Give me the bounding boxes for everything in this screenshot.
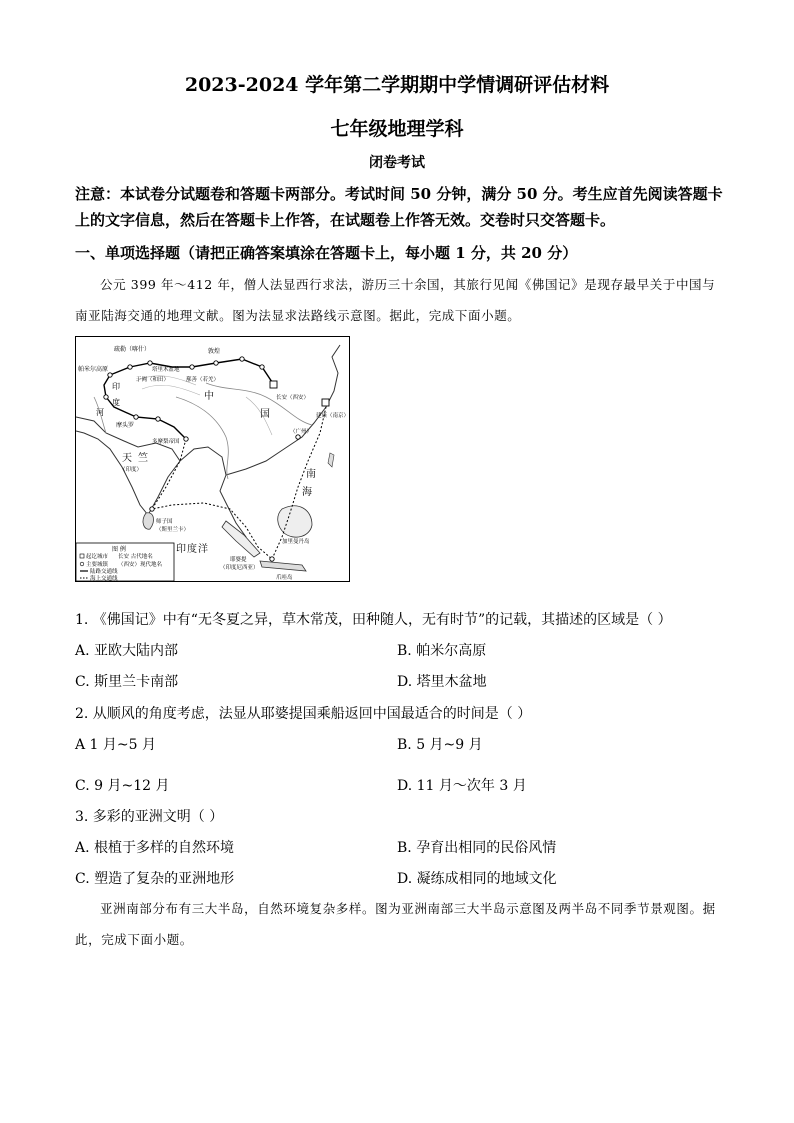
- question-2-option-a: A 1 月~5 月: [75, 737, 157, 753]
- city-marker: [184, 437, 188, 441]
- city-marker: [134, 415, 138, 419]
- question-1-option-d: D. 塔里木盆地: [397, 674, 487, 690]
- city-marker: [214, 361, 218, 365]
- intro-paragraph-1: 公元 399 年～412 年，僧人法显西行求法，游历三十余国，其旅行见闻《佛国记》是现存最早关于中国与南亚陆海交通的地理文献。图为法显求法路线示意图。据此，完成下面小题。: [75, 277, 716, 323]
- start-city-marker: [270, 381, 277, 388]
- map-label-yepoti-modern: （印度尼西亚）: [220, 565, 259, 571]
- map-label-guo: 国: [260, 409, 270, 420]
- question-3-option-c: C. 塑造了复杂的亚洲地形: [75, 871, 235, 887]
- legend-title: 图 例: [112, 546, 126, 553]
- map-label-indian-ocean: 印度洋: [176, 544, 209, 555]
- legend-land: 陆路交通线: [90, 569, 118, 575]
- question-2-option-b: B. 5 月~9 月: [397, 737, 483, 753]
- question-3-option-d: D. 凝练成相同的地域文化: [397, 871, 557, 887]
- legend-start: 起讫城市: [86, 554, 109, 560]
- intro-paragraph-2: 亚洲南部分布有三大半岛，自然环境复杂多样。图为亚洲南部三大半岛示意图及两半岛不同季节景观图。据此，完成下面小题。: [75, 901, 716, 947]
- city-marker: [104, 395, 108, 399]
- map-label-yin: 印: [112, 382, 120, 391]
- city-marker: [108, 373, 112, 377]
- map-label-he: 河: [96, 408, 104, 417]
- city-marker: [150, 507, 154, 511]
- end-city-marker: [322, 399, 329, 406]
- map-label-shizi: 师子国: [156, 519, 173, 525]
- faxian-route-map: [75, 336, 350, 582]
- question-2-stem: 2. 从顺风的角度考虑，法显从耶婆提国乘船返回中国最适合的时间是（ ）: [75, 706, 532, 722]
- sri-lanka-outline: [143, 513, 153, 530]
- legend-sea: 海上交通线: [90, 576, 118, 581]
- map-label-zhu: 竺: [138, 453, 148, 464]
- map-label-tian: 天: [122, 453, 132, 464]
- map-label-yepoti: 耶婆提: [230, 557, 247, 563]
- map-label-tamralipti: 多摩梨帝国: [152, 439, 180, 445]
- question-1-stem: 1. 《佛国记》中有“无冬夏之异，草木常茂，田种随人，无有时节”的记载，其描述的区域是（ ）: [75, 612, 672, 628]
- map-label-java: 爪哇岛: [276, 575, 293, 581]
- legend-ancient: 长安 古代地名: [118, 554, 153, 560]
- legend-modern: （西安）现代地名: [118, 562, 163, 568]
- map-label-pamir: 帕米尔高原: [78, 366, 109, 373]
- question-1-option-c: C. 斯里兰卡南部: [75, 674, 179, 690]
- map-label-du: 度: [112, 398, 120, 407]
- map-label-jiankang: 建康（南京）: [316, 413, 349, 419]
- exam-type: 闭卷考试: [369, 155, 425, 171]
- map-label-zhong: 中: [204, 391, 214, 402]
- map-label-shizi-modern: （斯里兰卡）: [156, 527, 190, 533]
- map-label-hai: 海: [302, 487, 312, 498]
- map-legend: [76, 543, 174, 581]
- map-label-changan: 长安（西安）: [276, 395, 310, 401]
- map-label-shule: 疏勒（喀什）: [114, 346, 151, 353]
- map-label-guangzhou: （广州）: [290, 429, 313, 435]
- map-label-mathura: 摩头罗: [116, 422, 135, 429]
- question-3-option-a: A. 根植于多样的自然环境: [75, 840, 235, 856]
- map-label-tianzhu-modern: （印度）: [120, 467, 143, 473]
- question-2-option-c: C. 9 月~12 月: [75, 778, 170, 794]
- city-marker: [240, 357, 244, 361]
- city-marker: [296, 435, 300, 439]
- city-marker: [128, 365, 132, 369]
- map-label-kalimantan: 加里曼丹岛: [282, 539, 310, 545]
- question-1-option-a: A. 亚欧大陆内部: [75, 643, 179, 659]
- question-3-option-b: B. 孕育出相同的民俗风情: [397, 840, 557, 856]
- city-marker: [156, 417, 160, 421]
- map-label-tarim: 塔里木盆地: [152, 367, 180, 373]
- notice-text: 注意：本试卷分试题卷和答题卡两部分。考试时间 50 分钟，满分 50 分。考生应首先阅读答题卡上的文字信息，然后在答题卡上作答，在试题卷上作答无效。交卷时只交答题卡。: [75, 185, 723, 229]
- question-3-stem: 3. 多彩的亚洲文明（ ）: [75, 809, 224, 825]
- map-label-shanshan: 鄯善（若羌）: [186, 377, 220, 383]
- section-heading: 一、单项选择题（请把正确答案填涂在答题卡上，每小题 1 分，共 20 分）: [75, 244, 578, 262]
- map-label-nan: 南: [306, 469, 316, 480]
- map-label-dunhuang: 敦煌: [208, 348, 221, 355]
- question-1-option-b: B. 帕米尔高原: [397, 643, 487, 659]
- legend-main: 主要城镇: [86, 562, 109, 568]
- city-marker: [260, 365, 264, 369]
- exam-title: 2023-2024 学年第二学期期中学情调研评估材料: [184, 74, 610, 96]
- subject-title: 七年级地理学科: [330, 118, 464, 140]
- city-marker: [148, 361, 152, 365]
- city-marker: [270, 557, 274, 561]
- city-marker: [190, 365, 194, 369]
- map-label-yutian: 于阗（和田）: [136, 377, 170, 383]
- question-2-option-d: D. 11 月～次年 3 月: [397, 778, 527, 794]
